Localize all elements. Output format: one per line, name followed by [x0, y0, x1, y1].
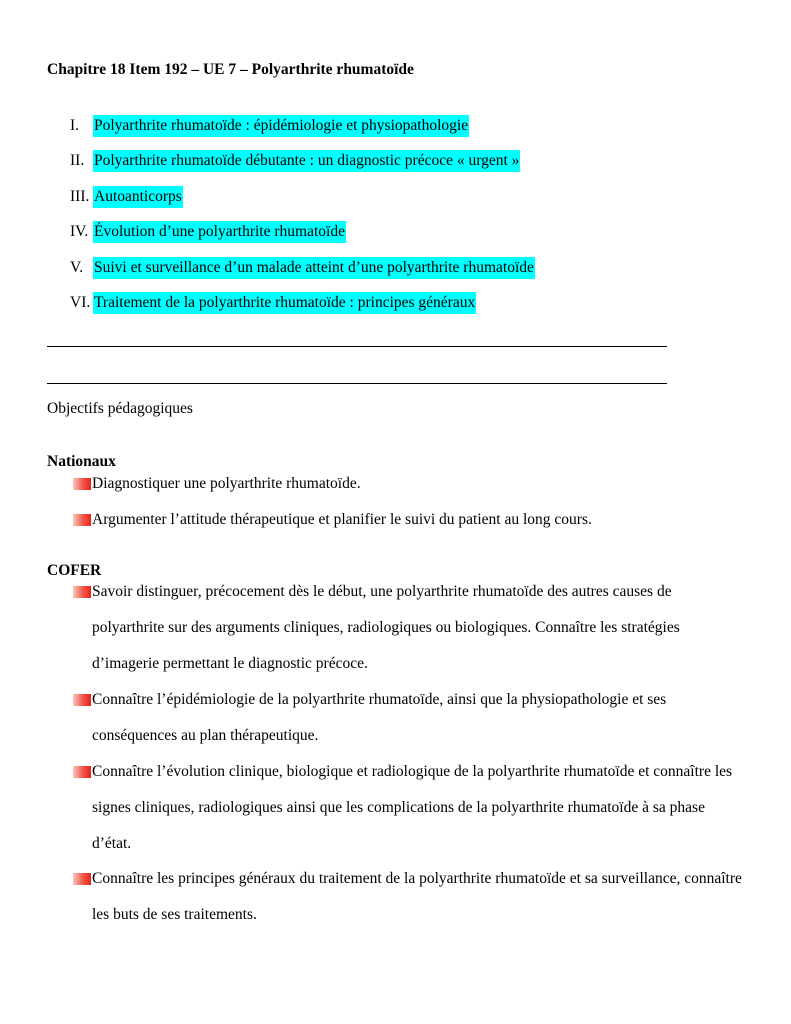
objective-line: conséquences au plan thérapeutique.	[92, 727, 319, 744]
objective-line: Connaître l’épidémiologie de la polyarthrite rhumatoïde, ainsi que la physiopathologie et ses	[92, 691, 667, 708]
red-bullet-icon	[73, 694, 91, 706]
objective-line: Savoir distinguer, précocement dès le début, une polyarthrite rhumatoïde des autres causes de	[92, 583, 672, 600]
red-bullet-icon	[73, 586, 91, 598]
objective-line: d’imagerie permettant le diagnostic précoce.	[92, 655, 368, 672]
objective-line: Connaître l’évolution clinique, biologique et radiologique de la polyarthrite rhumatoïde et connaître les	[92, 763, 733, 780]
toc-text: Polyarthrite rhumatoïde : épidémiologie et physiopathologie	[93, 115, 469, 137]
objective-line: Argumenter l’attitude thérapeutique et planifier le suivi du patient au long cours.	[92, 511, 592, 528]
cofer-heading: COFER	[47, 562, 102, 579]
red-bullet-icon	[73, 478, 91, 490]
toc-number: VI.	[70, 294, 91, 311]
objective-line: d’état.	[92, 835, 132, 852]
toc-text: Polyarthrite rhumatoïde débutante : un diagnostic précoce « urgent »	[93, 150, 520, 172]
objective-line: Connaître les principes généraux du traitement de la polyarthrite rhumatoïde et sa surveillance, connaître	[92, 870, 742, 887]
objectives-heading: Objectifs pédagogiques	[47, 400, 193, 417]
toc-text: Traitement de la polyarthrite rhumatoïde : principes généraux	[93, 292, 476, 314]
objective-line: polyarthrite sur des arguments cliniques, radiologiques ou biologiques. Connaître les stratégies	[92, 619, 680, 636]
red-bullet-icon	[73, 766, 91, 778]
toc-text: Suivi et surveillance d’un malade atteint d’une polyarthrite rhumatoïde	[93, 257, 535, 279]
objective-line: Diagnostiquer une polyarthrite rhumatoïde.	[92, 475, 361, 492]
objective-line: les buts de ses traitements.	[92, 906, 257, 923]
nationaux-heading: Nationaux	[47, 453, 116, 470]
toc-text: Autoanticorps	[93, 186, 183, 208]
red-bullet-icon	[73, 873, 91, 885]
toc-number: II.	[70, 152, 85, 169]
chapter-title: Chapitre 18 Item 192 – UE 7 – Polyarthrite rhumatoïde	[47, 61, 414, 78]
red-bullet-icon	[73, 514, 91, 526]
objective-line: signes cliniques, radiologiques ainsi que les complications de la polyarthrite rhumatoïde à sa phase	[92, 799, 705, 816]
toc-number: V.	[70, 259, 84, 276]
toc-number: III.	[70, 188, 90, 205]
toc-text: Évolution d’une polyarthrite rhumatoïde	[93, 221, 346, 243]
horizontal-rule	[47, 383, 667, 384]
horizontal-rule	[47, 346, 667, 347]
toc-number: IV.	[70, 223, 89, 240]
toc-number: I.	[70, 117, 80, 134]
